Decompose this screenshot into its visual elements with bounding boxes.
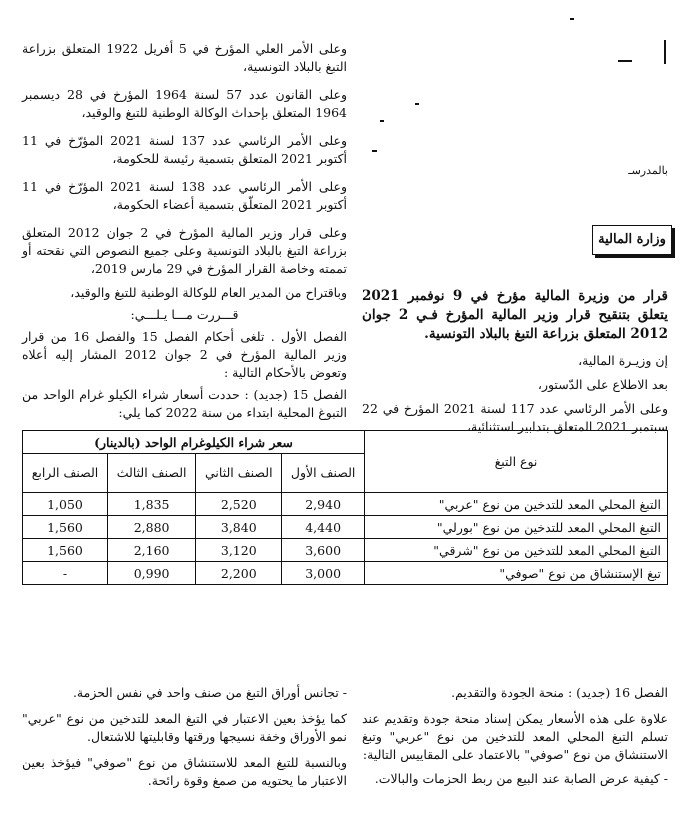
table-row xyxy=(23,493,668,516)
visa-paragraph: وعلى الأمر الرئاسي عدد 137 لسنة 2021 المؤرّخ في 11 أكتوبر 2021 المتعلق بتسمية رئيسة للحكومة، xyxy=(22,133,347,166)
visa-paragraph: وعلى قرار وزير المالية المؤرخ في 2 جوان 2012 المتعلق بزراعة التبغ بالبلاد التونسية وعلى جميع النصوص التي نقحته أو تممته وخاصة القرار المؤرخ في 29 مارس 2019، xyxy=(22,225,347,276)
article-15: الفصل 15 (جديد) : حددت أسعار شراء الكيلو غرام الواحد من التبوغ المحلية ابتداء من سنة 2022 كما يلي: xyxy=(22,387,347,420)
category-header: الصنف الأول xyxy=(282,454,365,493)
corner-mark-dash xyxy=(570,18,574,20)
table-header-row xyxy=(23,431,668,454)
visa-paragraph: وعلى الأمر العلي المؤرخ في 5 أفريل 1922 المتعلق بزراعة التبغ بالبلاد التونسية، xyxy=(22,41,347,74)
price-cell: 2,200 xyxy=(196,562,282,585)
article-1: الفصل الأول . تلغى أحكام الفصل 15 والفصل 16 من قرار وزير المالية المؤرخ في 2 جوان 2012 المشار إليه أعلاه وتعوض بالأحكام التالية : xyxy=(22,329,348,380)
left-column xyxy=(22,40,347,422)
table-row xyxy=(23,516,668,539)
price-cell: 1,560 xyxy=(23,539,108,562)
ministry-title: وزارة المالية xyxy=(592,225,672,255)
criteria-item: - تجانس أوراق التبغ من صنف واحد في نفس الحزمة. xyxy=(72,685,347,700)
category-header: الصنف الثالث xyxy=(107,454,195,493)
category-header: الصنف الثاني xyxy=(196,454,282,493)
price-cell: 1,560 xyxy=(23,516,108,539)
price-cell: 2,880 xyxy=(107,516,195,539)
table-row xyxy=(23,562,668,585)
price-cell: 2,160 xyxy=(107,539,195,562)
visa-paragraph: وعلى الأمر الرئاسي عدد 138 لسنة 2021 المؤرّخ في 11 أكتوبر 2021 المتعلّق بتسمية أعضاء الحكومة، xyxy=(22,179,347,212)
price-cell: 2,940 xyxy=(282,493,365,516)
price-cell: 3,840 xyxy=(196,516,282,539)
visa-paragraph: وعلى القانون عدد 57 لسنة 1964 المؤرخ في 28 ديسمبر 1964 المتعلق بإحداث الوكالة الوطنية للتبغ والوقيد، xyxy=(22,87,348,120)
price-cell: 3,120 xyxy=(196,539,282,562)
decree-heading: قرار من وزيرة المالية مؤرخ في 9 نوفمبر 2021 يتعلق بتنقيح قرار وزير المالية المؤرخ فـي 2 جوان 2012 المتعلق بزراعة التبغ بالبلاد التونسية. xyxy=(362,288,668,342)
visa-paragraph: وباقتراح من المدير العام للوكالة الوطنية للتبغ والوقيد، xyxy=(70,285,347,300)
price-cell: 2,520 xyxy=(196,493,282,516)
table-row xyxy=(23,539,668,562)
criteria-item: - كيفية عرض الصابة عند البيع من ربط الحزمات والبالات. xyxy=(374,771,668,786)
price-cell: 0,990 xyxy=(107,562,195,585)
price-cell: 3,000 xyxy=(282,562,365,585)
article-16-title: الفصل 16 (جديد) : منحة الجودة والتقديم. xyxy=(451,685,668,700)
price-header: سعر شراء الكيلوغرام الواحد (بالدينار) xyxy=(23,431,365,454)
row-label: التبغ المحلي المعد للتدخين من نوع "بورلي" xyxy=(365,516,668,539)
decree-intro xyxy=(362,352,668,436)
article-16-body: علاوة على هذه الأسعار يمكن إسناد منحة جودة وتقديم عند تسلم التبغ المحلي المعد للتدخين من نوع "عربي" وتبغ الاستنشاق من نوع "صوفي" بالاعتماد على المقاييس التالية: xyxy=(362,711,668,762)
criteria-paragraph: كما يؤخذ بعين الاعتبار في التبغ المعد للتدخين من نوع "عربي" نمو الأوراق وخفة نسيجها ورقتها وقابليتها للاشتعال. xyxy=(22,711,347,744)
article-16-block xyxy=(362,684,668,788)
intro-line: إن وزيـرة المالية، xyxy=(578,353,668,368)
price-cell: 1,835 xyxy=(107,493,195,516)
price-cell: - xyxy=(23,562,108,585)
decided-line: قـــررت مـــا يـلـــي: xyxy=(130,307,239,322)
row-label: التبغ المحلي المعد للتدخين من نوع "عربي" xyxy=(365,493,668,516)
criteria-paragraph: وبالنسبة للتبغ المعد للاستنشاق من نوع "صوفي" فيؤخذ بعين الاعتبار ما يحتويه من صمغ وقوة رائحة. xyxy=(22,755,347,788)
corner-mark-vertical xyxy=(664,40,666,64)
price-cell: 1,050 xyxy=(23,493,108,516)
scan-speck xyxy=(380,120,384,122)
corner-mark-horizontal xyxy=(618,60,632,62)
scan-speck xyxy=(415,103,419,105)
type-header: نوع التبغ xyxy=(365,431,668,493)
row-label: تبغ الإستنشاق من نوع "صوفي" xyxy=(365,562,668,585)
side-header-text: بالمدرسـ xyxy=(628,164,668,177)
price-table xyxy=(22,430,668,585)
criteria-continued xyxy=(22,684,347,790)
category-header: الصنف الرابع xyxy=(23,454,108,493)
intro-line: بعد الاطلاع على الدّستور، xyxy=(537,377,668,392)
price-cell: 3,600 xyxy=(282,539,365,562)
scan-speck xyxy=(372,150,377,152)
price-cell: 4,440 xyxy=(282,516,365,539)
row-label: التبغ المحلي المعد للتدخين من نوع "شرقي" xyxy=(365,539,668,562)
intro-line: وعلى الأمر الرئاسي عدد 117 لسنة 2021 المؤرخ في 22 سبتمبر 2021 المتعلق بتدابير استثنائية، xyxy=(362,401,668,434)
